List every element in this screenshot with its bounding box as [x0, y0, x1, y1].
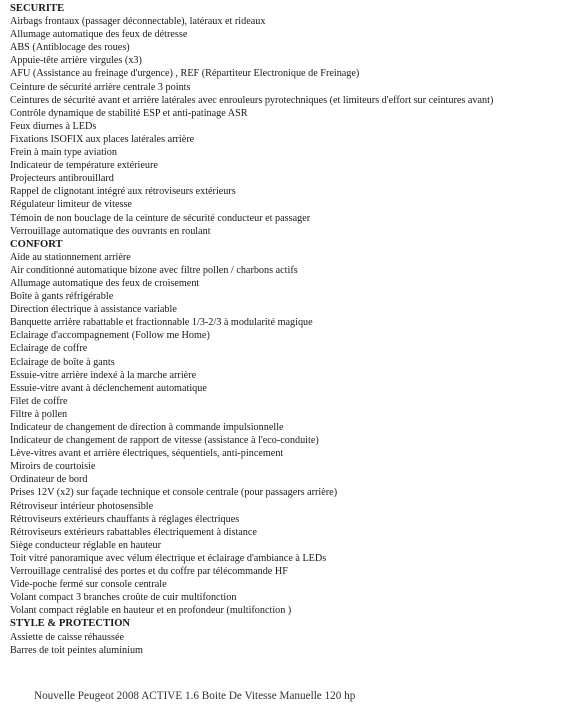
vehicle-caption: Nouvelle Peugeot 2008 ACTIVE 1.6 Boite De Vitesse Manuelle 120 hp	[34, 690, 356, 702]
equipment-item: Miroirs de courtoisie	[10, 461, 96, 473]
equipment-item: Eclairage de boîte à gants	[10, 356, 115, 368]
equipment-item: Direction électrique à assistance variable	[10, 304, 177, 316]
equipment-item: Eclairage d'accompagnement (Follow me Home)	[10, 330, 210, 342]
section-heading: CONFORT	[10, 238, 63, 250]
equipment-item: ABS (Antiblocage des roues)	[10, 42, 130, 54]
equipment-item: Verrouillage automatique des ouvrants en roulant	[10, 225, 211, 237]
section-heading: SECURITE	[10, 3, 65, 14]
equipment-item: Régulateur limiteur de vitesse	[10, 199, 132, 211]
equipment-item: Ordinateur de bord	[10, 474, 88, 486]
equipment-item: Fixations ISOFIX aux places latérales arrière	[10, 133, 195, 145]
equipment-item: AFU (Assistance au freinage d'urgence) , REF (Répartiteur Electronique de Freinage)	[10, 68, 360, 80]
equipment-item: Eclairage de coffre	[10, 343, 88, 355]
equipment-item: Feux diurnes à LEDs	[10, 120, 97, 132]
equipment-item: Toit vitré panoramique avec vélum électrique et éclairage d'ambiance à LEDs	[10, 552, 327, 564]
equipment-item: Boîte à gants réfrigérable	[10, 291, 114, 303]
equipment-item: Prises 12V (x2) sur façade technique et console centrale (pour passagers arrière)	[10, 487, 338, 499]
equipment-item: Projecteurs antibrouillard	[10, 173, 114, 185]
equipment-item: Allumage automatique des feux de détresse	[10, 29, 188, 41]
equipment-item: Siège conducteur réglable en hauteur	[10, 539, 162, 551]
equipment-item: Rétroviseur intérieur photosensible	[10, 500, 154, 512]
equipment-item: Air conditionné automatique bizone avec filtre pollen / charbons actifs	[10, 264, 298, 276]
equipment-item: Appuie-tête arrière virgules (x3)	[10, 55, 142, 67]
equipment-item: Barres de toit peintes aluminium	[10, 644, 143, 656]
equipment-item: Allumage automatique des feux de croisement	[10, 277, 200, 289]
equipment-item: Filtre à pollen	[10, 408, 68, 420]
equipment-item: Vide-poche fermé sur console centrale	[10, 579, 167, 591]
equipment-item: Aide au stationnement arrière	[10, 251, 131, 263]
equipment-item: Indicateur de changement de rapport de vitesse (assistance à l'eco-conduite)	[10, 435, 319, 447]
section-heading: STYLE & PROTECTION	[10, 618, 131, 630]
equipment-item: Volant compact 3 branches croûte de cuir multifonction	[10, 592, 237, 604]
equipment-item: Indicateur de changement de direction à commande impulsionnelle	[10, 422, 284, 433]
equipment-item: Rétroviseurs extérieurs chauffants à réglages électriques	[10, 513, 240, 525]
equipment-item: Airbags frontaux (passager déconnectable), latéraux et rideaux	[10, 16, 266, 28]
equipment-item: Volant compact réglable en hauteur et en profondeur (multifonction )	[10, 605, 292, 617]
equipment-item: Filet de coffre	[10, 395, 68, 407]
equipment-item: Assiette de caisse réhaussée	[10, 631, 124, 643]
equipment-item: Rétroviseurs extérieurs rabattables électriquement à distance	[10, 526, 257, 538]
equipment-list	[10, 2, 558, 657]
equipment-item: Banquette arrière rabattable et fractionnable 1/3-2/3 à modularité magique	[10, 317, 313, 329]
equipment-item: Frein à main type aviation	[10, 147, 117, 159]
equipment-item: Verrouillage centralisé des portes et du coffre par télécommande HF	[10, 566, 288, 578]
equipment-item: Rappel de clignotant intégré aux rétroviseurs extérieurs	[10, 186, 236, 198]
equipment-item: Ceintures de sécurité avant et arrière latérales avec enrouleurs pyrotechniques (et limiteurs d'effort sur ceintures avant)	[10, 94, 494, 106]
equipment-item: Témoin de non bouclage de la ceinture de sécurité conducteur et passager	[10, 212, 311, 224]
equipment-item: Ceinture de sécurité arrière centrale 3 points	[10, 81, 191, 93]
equipment-item: Essuie-vitre arrière indexé à la marche arrière	[10, 369, 197, 381]
equipment-item: Contrôle dynamique de stabilité ESP et anti-patinage ASR	[10, 107, 248, 119]
equipment-item: Lève-vitres avant et arrière électriques, séquentiels, anti-pincement	[10, 448, 284, 460]
equipment-item: Essuie-vitre avant à déclenchement automatique	[10, 382, 207, 394]
equipment-item: Indicateur de température extérieure	[10, 160, 158, 172]
